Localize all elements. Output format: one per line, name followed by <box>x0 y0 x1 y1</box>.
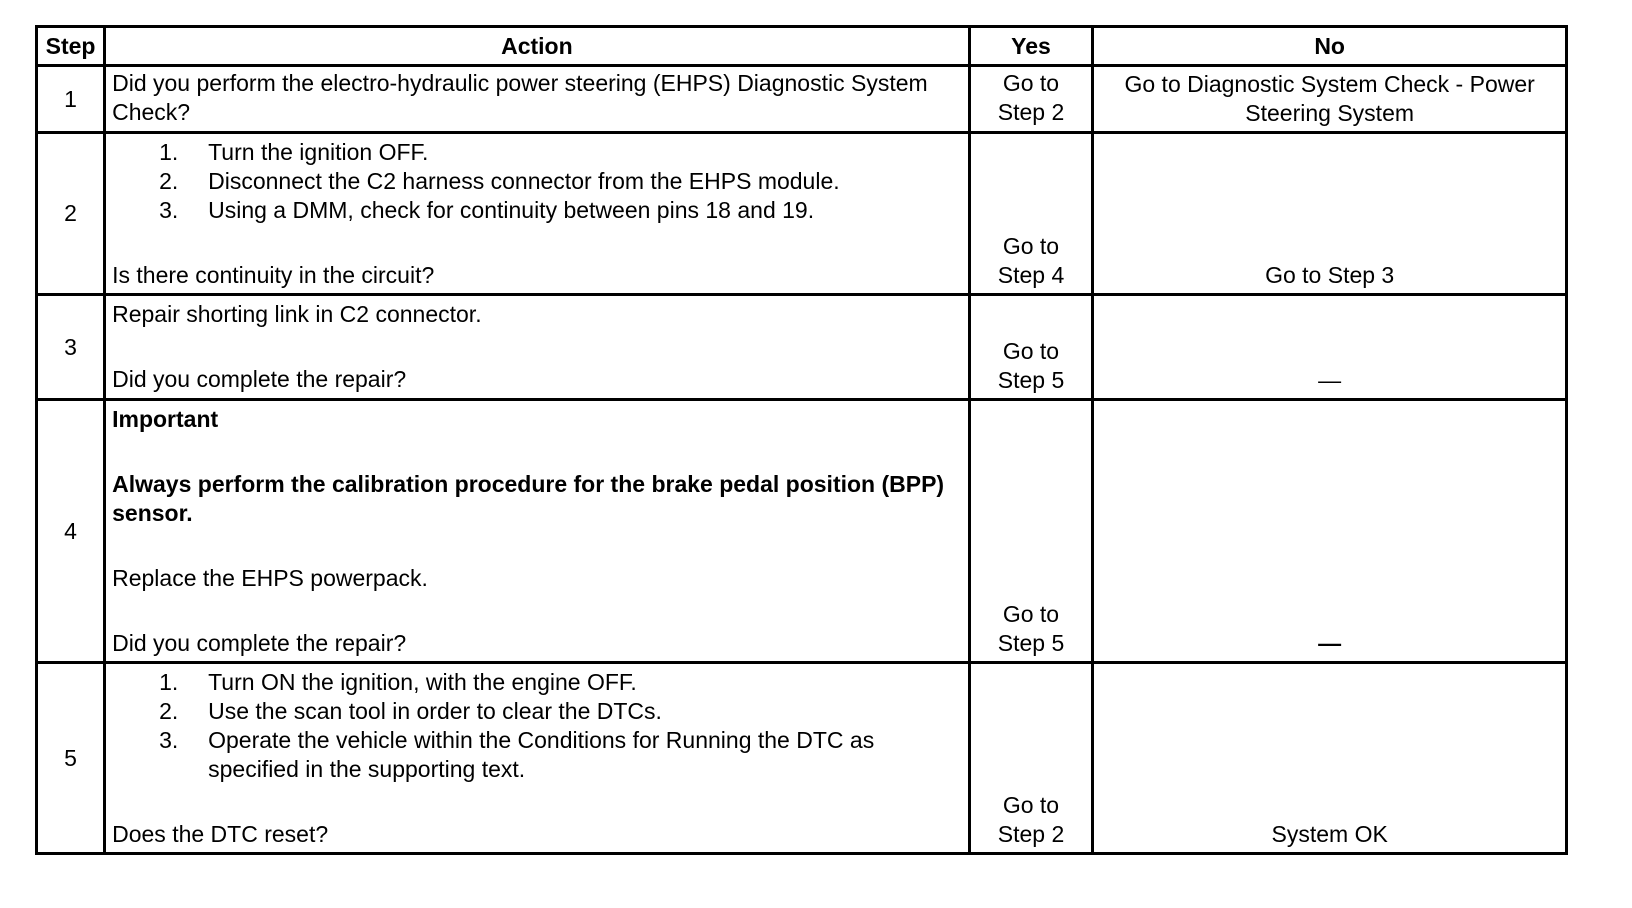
substep-text: Turn the ignition OFF. <box>208 139 429 165</box>
action-instruction: Replace the EHPS powerpack. <box>112 565 428 591</box>
no-cell: Go to Step 3 <box>1093 133 1567 295</box>
header-no: No <box>1093 27 1567 66</box>
table-row <box>37 66 1567 133</box>
diagnostic-table <box>35 25 1568 855</box>
header-yes: Yes <box>969 27 1093 66</box>
list-item <box>112 697 962 726</box>
action-text <box>105 295 970 400</box>
step-number: 3 <box>37 295 105 400</box>
table-row <box>37 400 1567 663</box>
substep-list <box>112 138 962 225</box>
action-question: Is there continuity in the circuit? <box>112 262 435 288</box>
action-text <box>105 400 970 663</box>
action-instruction: Repair shorting link in C2 connector. <box>112 301 482 327</box>
substep-number: 1. <box>159 139 179 165</box>
substep-number: 3. <box>159 727 179 753</box>
no-line2: Steering System <box>1245 100 1415 126</box>
substep-text: Disconnect the C2 harness connector from the EHPS module. <box>208 168 840 194</box>
yes-line2: Step 5 <box>997 367 1065 393</box>
substep-text: Use the scan tool in order to clear the DTCs. <box>208 698 662 724</box>
yes-line1: Go to <box>1002 233 1060 259</box>
header-row <box>37 27 1567 66</box>
action-question: Did you complete the repair? <box>112 366 407 392</box>
step-number: 4 <box>37 400 105 663</box>
list-item <box>112 196 962 225</box>
yes-cell <box>969 133 1093 295</box>
yes-line1: Go to <box>1002 69 1060 96</box>
no-line1: Go to Diagnostic System Check - Power <box>1124 71 1535 97</box>
action-text <box>105 66 970 133</box>
table-row <box>37 295 1567 400</box>
table-row <box>37 133 1567 295</box>
header-step: Step <box>37 27 105 66</box>
no-cell <box>1093 66 1567 133</box>
yes-line1: Go to <box>1002 601 1060 627</box>
list-item <box>112 668 962 697</box>
important-heading: Important <box>112 406 219 432</box>
substep-text: Operate the vehicle within the Conditions for Running the DTC as specified in the supporting text. <box>208 727 875 782</box>
yes-cell <box>969 66 1093 133</box>
action-question: Did you complete the repair? <box>112 630 407 656</box>
no-cell: System OK <box>1093 663 1567 854</box>
substep-number: 3. <box>159 197 179 223</box>
substep-number: 1. <box>159 669 179 695</box>
table-row <box>37 663 1567 854</box>
list-item <box>112 726 962 784</box>
list-item <box>112 138 962 167</box>
yes-line1: Go to <box>1002 792 1060 818</box>
no-cell: — <box>1093 295 1567 400</box>
yes-line1: Go to <box>1002 338 1060 364</box>
yes-cell <box>969 663 1093 854</box>
substep-text: Turn ON the ignition, with the engine OFF. <box>208 669 637 695</box>
header-action: Action <box>105 27 970 66</box>
important-text: Always perform the calibration procedure for the brake pedal position (BPP) sensor. <box>112 471 945 526</box>
action-text <box>105 133 970 295</box>
step-number: 5 <box>37 663 105 854</box>
step-number: 2 <box>37 133 105 295</box>
yes-cell <box>969 295 1093 400</box>
substep-number: 2. <box>159 698 179 724</box>
yes-line2: Step 4 <box>997 262 1065 288</box>
action-question: Does the DTC reset? <box>112 821 329 847</box>
step-number: 1 <box>37 66 105 133</box>
yes-line2: Step 5 <box>997 630 1065 656</box>
yes-cell <box>969 400 1093 663</box>
list-item <box>112 167 962 196</box>
substep-list <box>112 668 962 784</box>
action-text <box>105 663 970 854</box>
substep-number: 2. <box>159 168 179 194</box>
yes-line2: Step 2 <box>997 821 1065 847</box>
action-question: Did you perform the electro-hydraulic power steering (EHPS) Diagnostic System Check? <box>112 70 928 125</box>
no-cell: — <box>1093 400 1567 663</box>
yes-line2: Step 2 <box>997 98 1065 125</box>
substep-text: Using a DMM, check for continuity between pins 18 and 19. <box>208 197 815 223</box>
